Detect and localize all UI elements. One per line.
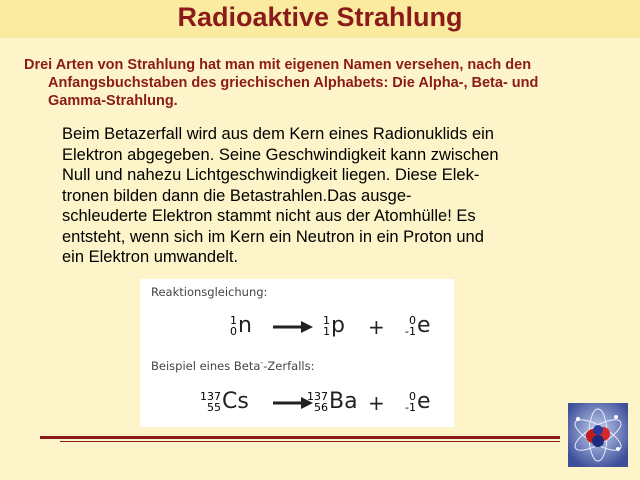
cesium-nuclide (200, 390, 249, 414)
body-line: schleuderte Elektron stammt nicht aus der Atomhülle! Es (62, 207, 476, 225)
charge-number: 1 (323, 325, 330, 338)
equation-panel (140, 279, 454, 427)
mass-number: 137 (307, 390, 328, 403)
body-line: entsteht, wenn sich im Kern ein Neutron in ein Proton und (62, 227, 484, 246)
nuclide-symbol: Ba (329, 389, 358, 414)
plus-sign: + (368, 391, 385, 415)
example-label-suffix: -Zerfalls: (263, 358, 315, 373)
reaction-arrow-icon (273, 320, 313, 334)
nuclide-symbol: e (416, 389, 431, 414)
mass-number: 137 (200, 390, 221, 403)
charge-number: -1 (405, 325, 416, 338)
body-paragraph (62, 124, 582, 268)
intro-paragraph (24, 56, 634, 110)
body-line: ein Elektron umwandelt. (62, 248, 239, 266)
charge-number: 55 (207, 401, 221, 414)
footer-divider (40, 436, 560, 439)
intro-line: Anfangsbuchstaben des griechischen Alphabets: Die Alpha-, Beta- und (48, 75, 539, 91)
reaction-label: Reaktionsgleichung: (151, 285, 268, 299)
nuclide-symbol: p (331, 313, 345, 338)
intro-line: Gamma-Strahlung. (48, 93, 178, 109)
nuclide-symbol: e (416, 313, 431, 338)
neutron-nuclide (230, 314, 252, 338)
atom-icon (568, 403, 628, 467)
example-label-sup: - (260, 358, 264, 367)
body-line: tronen bilden dann die Betastrahlen.Das ausge- (62, 186, 412, 205)
intro-line: Drei Arten von Strahlung hat man mit eigenen Namen versehen, nach den (24, 57, 532, 73)
body-line: Null und nahezu Lichtgeschwindigkeit liegen. Diese Elek- (62, 166, 480, 184)
charge-number: -1 (405, 401, 416, 414)
example-label-prefix: Beispiel eines Beta (151, 358, 261, 373)
mass-number: 1 (323, 314, 330, 327)
electron-nuclide (405, 390, 431, 414)
charge-number: 0 (230, 325, 237, 338)
body-line: Elektron abgegeben. Seine Geschwindigkeit kann zwischen (62, 145, 499, 164)
mass-number: 0 (408, 314, 416, 327)
plus-sign: + (368, 315, 385, 339)
barium-nuclide (307, 390, 358, 414)
slide-title: Radioaktive Strahlung (177, 2, 463, 32)
mass-number: 1 (230, 314, 237, 327)
charge-number: 56 (314, 401, 328, 414)
nuclide-symbol: n (238, 313, 252, 338)
nuclide-symbol: Cs (222, 389, 249, 414)
mass-number: 0 (408, 390, 416, 403)
electron-nuclide (405, 314, 431, 338)
footer-divider-thin (60, 441, 560, 442)
proton-nuclide (323, 314, 345, 338)
body-line: Beim Betazerfall wird aus dem Kern eines Radionuklids ein (62, 125, 494, 143)
example-label (151, 358, 314, 373)
